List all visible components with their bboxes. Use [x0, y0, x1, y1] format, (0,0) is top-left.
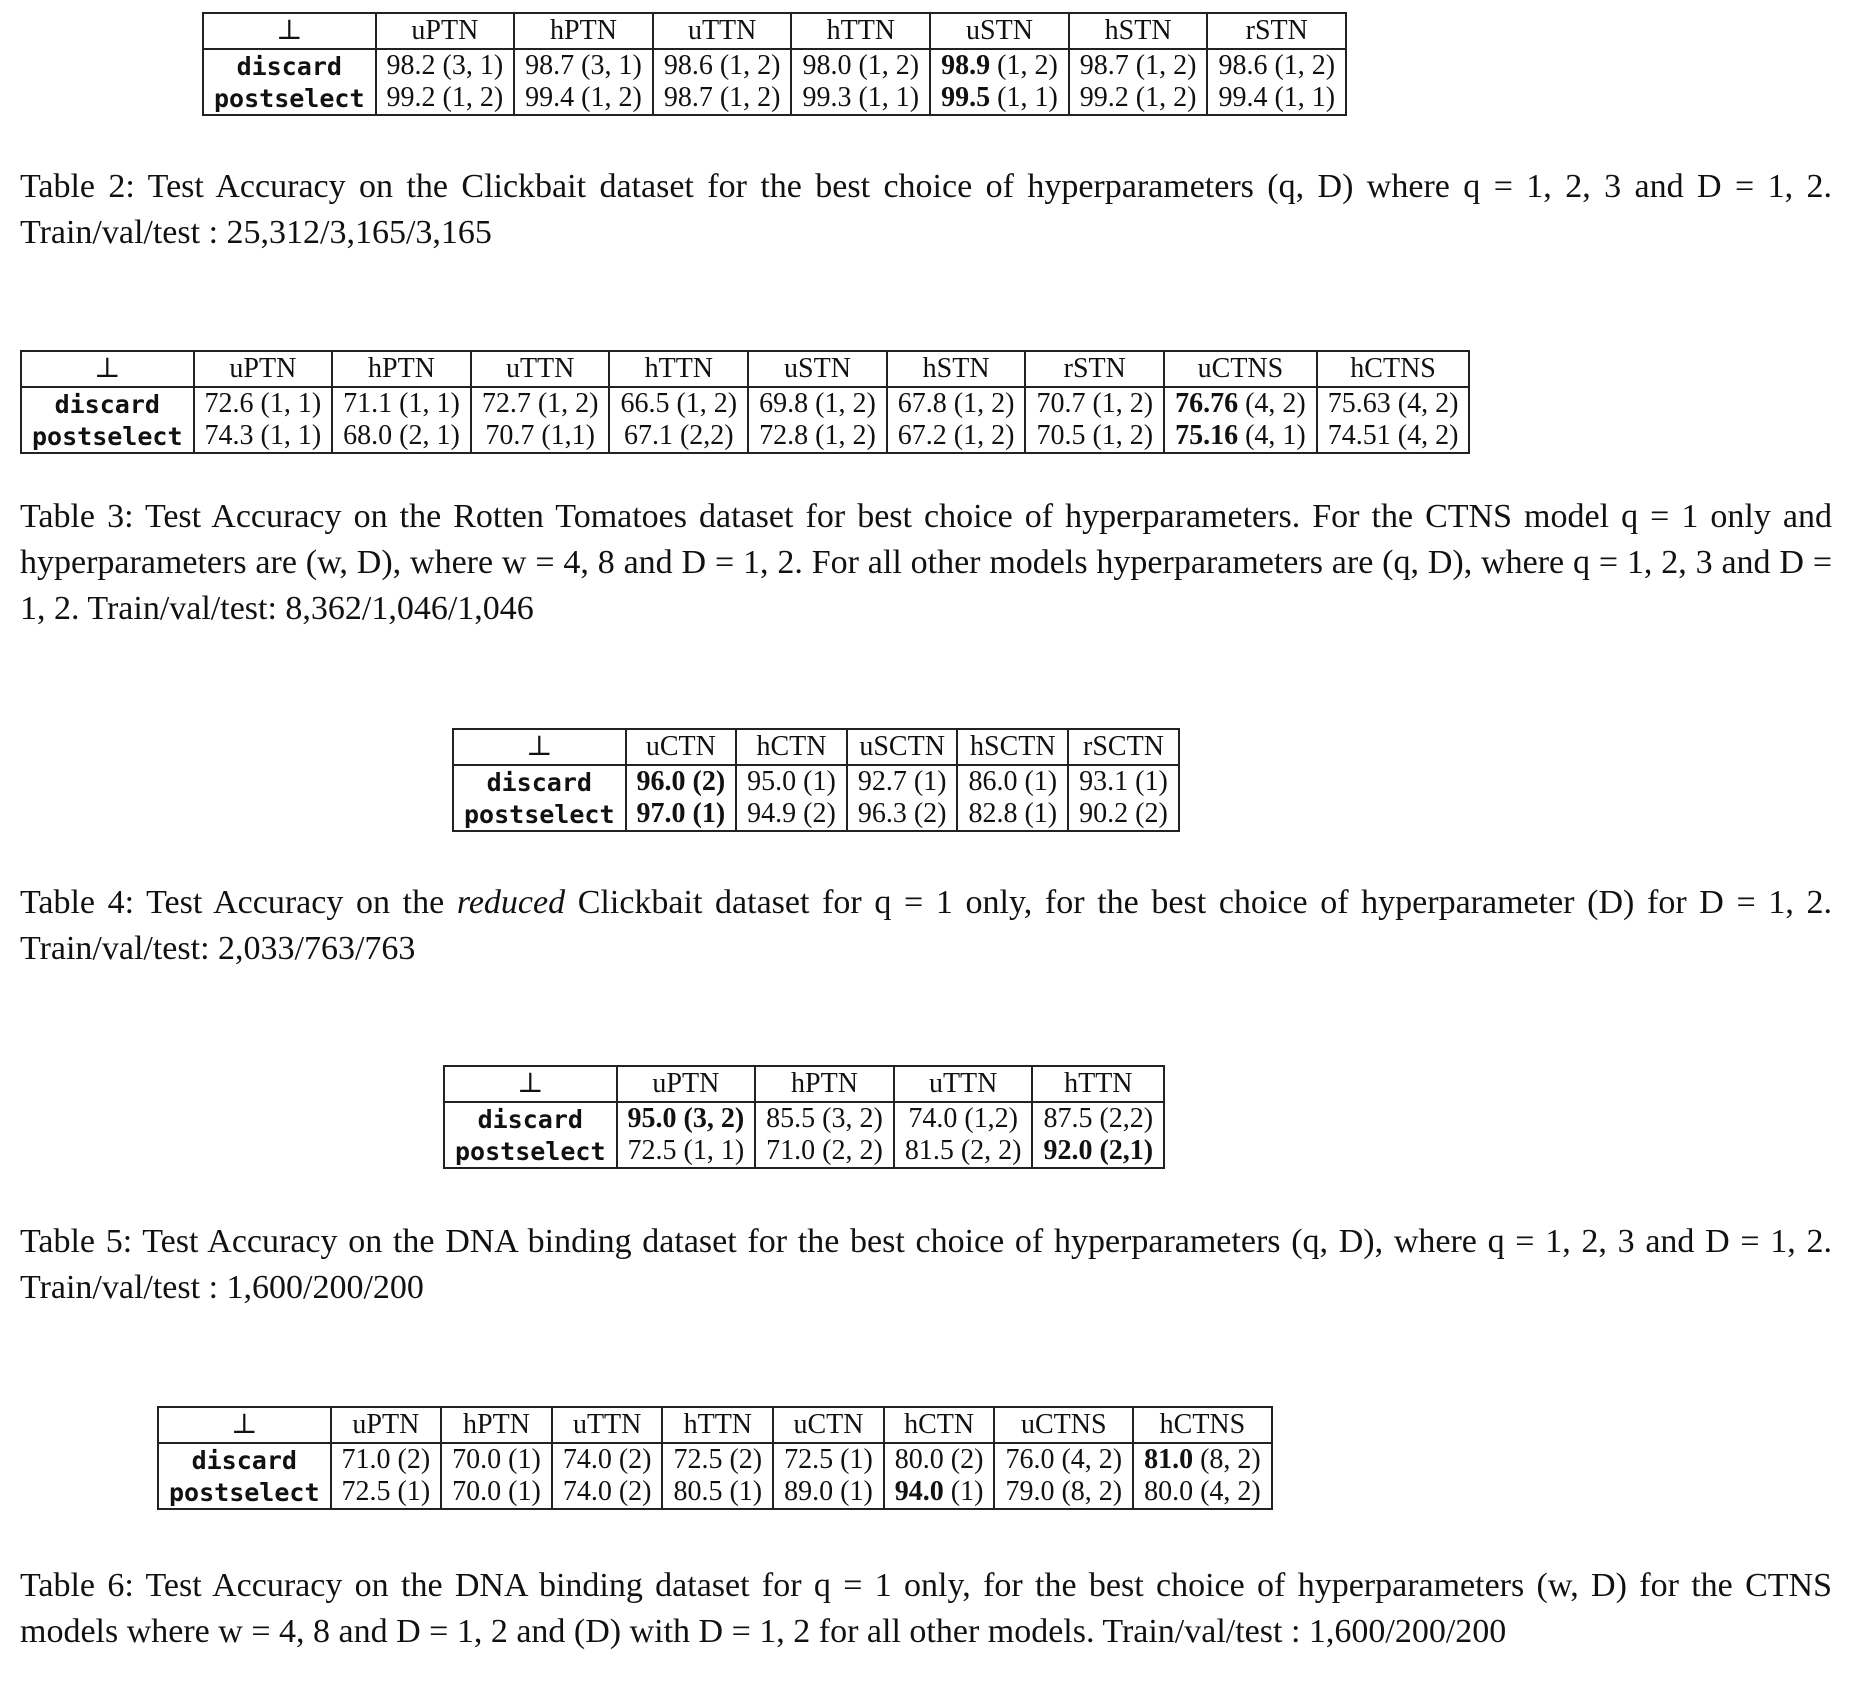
cell-value: 82.8: [968, 798, 1018, 829]
column-header: uTTN: [552, 1407, 663, 1443]
table-4-caption-pre: Table 4: Test Accuracy on the: [20, 884, 457, 921]
cell-value: 74.51: [1327, 420, 1391, 451]
table-cell: [930, 82, 1069, 115]
table-4-caption-post: Clickbait dataset for q = 1 only, for the best choice of hyperparameter (D) for D = 1, 2. Train/val/test: 2,033/763/763: [20, 884, 1832, 967]
cell-params: (1, 2): [669, 388, 738, 419]
table-cell: [609, 420, 748, 453]
cell-params: (1, 2): [712, 82, 781, 113]
column-header: hCTNS: [1317, 351, 1470, 387]
column-header: hCTNS: [1133, 1407, 1272, 1443]
row-label: discard: [203, 49, 376, 82]
table-cell: [894, 1135, 1033, 1168]
table-cell: [755, 1102, 894, 1135]
table-cell: [884, 1476, 995, 1509]
column-header: uPTN: [617, 1066, 756, 1102]
cell-value: 94.9: [747, 798, 797, 829]
cell-value: 89.0: [784, 1476, 834, 1507]
table-6: [157, 1406, 1273, 1510]
table-4-caption: [20, 880, 1832, 972]
table-cell: [471, 387, 610, 420]
cell-value: 67.8: [897, 388, 947, 419]
cell-params: (2): [611, 1444, 652, 1475]
table-4-caption-em: reduced: [456, 884, 566, 921]
column-header: uSTN: [930, 13, 1069, 49]
row-label: discard: [21, 387, 194, 420]
table-2-caption: Table 2: Test Accuracy on the Clickbait dataset for the best choice of hyperparameters (q, D) where q = 1, 2, 3 and D = 1, 2. Train/val/test : 25,312/3,165/3,165: [20, 168, 1832, 251]
column-header: hSTN: [1069, 13, 1208, 49]
cell-value: 72.8: [759, 420, 809, 451]
cell-params: (1, 2): [574, 82, 642, 113]
table-cell: [626, 798, 737, 831]
cell-params: (3, 1): [574, 50, 642, 81]
cell-params: (1, 1): [392, 388, 460, 419]
table-2-wrap: [202, 12, 1347, 116]
row-label: postselect: [21, 420, 194, 453]
column-header: hTTN: [791, 13, 930, 49]
table-cell: [1068, 798, 1179, 831]
table-cell: [1164, 420, 1317, 453]
cell-value: 81.5: [904, 1135, 954, 1166]
table-cell: [887, 387, 1026, 420]
cell-value: 80.5: [673, 1476, 723, 1507]
cell-params: (1, 2): [1085, 420, 1154, 451]
cell-value-best: 96.0 (2): [636, 766, 726, 797]
cell-value: 96.3: [857, 798, 907, 829]
cell-value: 72.5: [341, 1476, 391, 1507]
cell-value: 98.7: [663, 82, 713, 113]
table-header-row: [453, 729, 1179, 765]
table-cell: [1025, 387, 1164, 420]
cell-params: (1, 2): [946, 420, 1015, 451]
table-cell: [1133, 1476, 1272, 1509]
cell-params: (2): [611, 1476, 652, 1507]
cell-params: (1, 2): [851, 50, 920, 81]
cell-params: (3, 2): [815, 1103, 883, 1134]
cell-params: (2): [796, 798, 836, 829]
cell-params: (2): [906, 798, 947, 829]
cell-value: 98.0: [802, 50, 852, 81]
cell-value-best: 92.0 (2,1): [1043, 1135, 1154, 1166]
cell-params: (1, 2): [530, 388, 599, 419]
table-header-row: [203, 13, 1346, 49]
table-cell: [1069, 49, 1208, 82]
cell-params: (8, 2): [1193, 1444, 1261, 1475]
table-header-row: [21, 351, 1469, 387]
cell-value: 98.2: [386, 50, 436, 81]
table-cell: [194, 387, 333, 420]
table-cell: [662, 1443, 773, 1476]
cell-params: (1,1): [534, 420, 595, 451]
cell-params: (4, 2): [1390, 420, 1459, 451]
table-cell: [887, 420, 1026, 453]
cell-params: (1): [390, 1476, 431, 1507]
cell-value-best: 97.0 (1): [636, 798, 726, 829]
table-cell: [1164, 387, 1317, 420]
table-cell: [626, 765, 737, 798]
table-cell: [552, 1443, 663, 1476]
cell-value: 71.0: [766, 1135, 816, 1166]
cell-value: 70.7: [485, 420, 535, 451]
table-cell: [662, 1476, 773, 1509]
table-cell: [1069, 82, 1208, 115]
table-cell: [1133, 1443, 1272, 1476]
cell-params: (1, 1): [253, 388, 322, 419]
cell-params: (1): [1017, 766, 1058, 797]
table-row-discard: [453, 765, 1179, 798]
row-label: postselect: [444, 1135, 617, 1168]
cell-params: (2): [390, 1444, 431, 1475]
cell-value: 72.5: [627, 1135, 677, 1166]
table-5-caption: Table 5: Test Accuracy on the DNA binding dataset for the best choice of hyperparameters (q, D), where q = 1, 2, 3 and D = 1, 2. Train/val/test : 1,600/200/200: [20, 1223, 1832, 1306]
cell-value: 80.0: [894, 1444, 944, 1475]
bottom-symbol-header: ⊥: [203, 13, 376, 49]
column-header: hTTN: [662, 1407, 773, 1443]
cell-value: 70.5: [1036, 420, 1086, 451]
table-cell: [930, 49, 1069, 82]
cell-params: (1, 2): [435, 82, 504, 113]
cell-params: (4, 2): [1238, 388, 1306, 419]
cell-params: (1): [833, 1444, 873, 1475]
cell-value: 98.7: [1079, 50, 1129, 81]
cell-params: (1, 2): [990, 50, 1058, 81]
cell-value: 90.2: [1079, 798, 1129, 829]
column-header: rSTN: [1025, 351, 1164, 387]
cell-params: (2, 2): [953, 1135, 1022, 1166]
table-cell: [331, 1443, 442, 1476]
column-header: uTTN: [471, 351, 610, 387]
column-header: hPTN: [332, 351, 471, 387]
cell-params: (8, 2): [1054, 1476, 1123, 1507]
row-label: postselect: [203, 82, 376, 115]
column-header: uSCTN: [847, 729, 958, 765]
cell-params: (1, 2): [1267, 50, 1336, 81]
table-cell: [748, 420, 887, 453]
table-cell: [1032, 1135, 1164, 1168]
table-3-wrap: [20, 350, 1470, 454]
cell-params: (2, 1): [392, 420, 460, 451]
table-cell: [441, 1443, 552, 1476]
table-cell: [653, 82, 792, 115]
table-cell: [617, 1102, 756, 1135]
cell-params: (2): [722, 1444, 763, 1475]
cell-params: (2,2): [672, 420, 734, 451]
cell-params: (1): [501, 1476, 541, 1507]
cell-value: 86.0: [968, 766, 1018, 797]
table-5-wrap: [443, 1065, 1165, 1169]
table-cell: [1025, 420, 1164, 453]
cell-value: 98.7: [525, 50, 575, 81]
table-cell: [1317, 387, 1470, 420]
cell-params: (1, 2): [1085, 388, 1154, 419]
table-3-caption: Table 3: Test Accuracy on the Rotten Tomatoes dataset for best choice of hyperparameters. For the CTNS model q = 1 only and hyperparameters are (w, D), where w = 4, 8 and D = 1, 2. For all other models hyperparameters are (q, D), where q = 1, 2, 3 and D = 1, 2. Train/val/test: 8,362/1,046/1,046: [20, 498, 1832, 627]
table-4: [452, 728, 1180, 832]
table-cell: [609, 387, 748, 420]
cell-value: 70.0: [452, 1444, 502, 1475]
cell-params: (1): [1017, 798, 1058, 829]
table-cell: [617, 1135, 756, 1168]
table-cell: [514, 49, 653, 82]
table-row-postselect: [158, 1476, 1272, 1509]
table-header-row: [158, 1407, 1272, 1443]
table-row-postselect: [444, 1135, 1164, 1168]
table-cell: [1032, 1102, 1164, 1135]
cell-params: (1, 2): [1128, 82, 1197, 113]
column-header: uTTN: [653, 13, 792, 49]
table-cell: [994, 1476, 1133, 1509]
cell-params: (4, 2): [1054, 1444, 1123, 1475]
cell-value: 99.2: [386, 82, 436, 113]
cell-value: 95.0: [747, 766, 797, 797]
cell-value: 93.1: [1079, 766, 1129, 797]
column-header: hSCTN: [957, 729, 1068, 765]
cell-value: 71.1: [343, 388, 393, 419]
cell-value: 74.0: [908, 1103, 958, 1134]
cell-value: 72.5: [784, 1444, 834, 1475]
table-cell: [1207, 49, 1346, 82]
row-label: discard: [453, 765, 626, 798]
cell-params: (1): [906, 766, 947, 797]
table-row-discard: [158, 1443, 1272, 1476]
column-header: uCTNS: [994, 1407, 1133, 1443]
table-cell: [748, 387, 887, 420]
cell-value: 69.8: [759, 388, 809, 419]
cell-params: (4, 2): [1193, 1476, 1261, 1507]
table-cell: [847, 798, 958, 831]
cell-params: (1, 1): [990, 82, 1058, 113]
table-cell: [376, 82, 515, 115]
table-cell: [194, 420, 333, 453]
cell-value: 70.7: [1036, 388, 1086, 419]
cell-value: 75.63: [1327, 388, 1391, 419]
column-header: rSCTN: [1068, 729, 1179, 765]
cell-params: (1): [722, 1476, 763, 1507]
column-header: uTTN: [894, 1066, 1033, 1102]
table-cell: [331, 1476, 442, 1509]
table-row-postselect: [453, 798, 1179, 831]
table-2: [202, 12, 1347, 116]
table-cell: [736, 798, 847, 831]
cell-value: 68.0: [343, 420, 393, 451]
cell-value: 74.0: [562, 1476, 612, 1507]
table-cell: [1317, 420, 1470, 453]
table-cell: [994, 1443, 1133, 1476]
cell-params: (1): [943, 1476, 984, 1507]
cell-value: 72.6: [204, 388, 254, 419]
cell-value: 67.1: [623, 420, 673, 451]
cell-value: 99.4: [525, 82, 575, 113]
table-cell: [376, 49, 515, 82]
row-label: discard: [444, 1102, 617, 1135]
cell-value: 72.5: [673, 1444, 723, 1475]
cell-value: 98.6: [1218, 50, 1268, 81]
table-cell: [1068, 765, 1179, 798]
cell-value: 76.0: [1005, 1444, 1055, 1475]
table-cell: [514, 82, 653, 115]
cell-value-best: 75.16: [1175, 420, 1239, 451]
bottom-symbol-header: ⊥: [158, 1407, 331, 1443]
cell-value: 85.5: [766, 1103, 816, 1134]
table-cell: [653, 49, 792, 82]
table-cell: [957, 765, 1068, 798]
table-cell: [1207, 82, 1346, 115]
cell-params: (3, 1): [435, 50, 504, 81]
column-header: uPTN: [194, 351, 333, 387]
table-row-postselect: [21, 420, 1469, 453]
cell-value: 66.5: [620, 388, 670, 419]
cell-value: 74.0: [562, 1444, 612, 1475]
cell-value-best: 98.9: [941, 50, 991, 81]
table-cell: [441, 1476, 552, 1509]
table-cell: [791, 49, 930, 82]
table-cell: [894, 1102, 1033, 1135]
cell-value: 70.0: [452, 1476, 502, 1507]
row-label: discard: [158, 1443, 331, 1476]
cell-value: 98.6: [663, 50, 713, 81]
column-header: uCTN: [626, 729, 737, 765]
cell-value-best: 99.5: [941, 82, 991, 113]
table-header-row: [444, 1066, 1164, 1102]
cell-params: (1): [501, 1444, 541, 1475]
column-header: uCTNS: [1164, 351, 1317, 387]
bottom-symbol-header: ⊥: [21, 351, 194, 387]
cell-params: (2): [1128, 798, 1168, 829]
cell-params: (4, 2): [1390, 388, 1459, 419]
cell-value-best: 81.0: [1144, 1444, 1194, 1475]
cell-params: (1, 2): [1128, 50, 1197, 81]
column-header: hPTN: [514, 13, 653, 49]
cell-params: (1, 2): [946, 388, 1015, 419]
row-label: postselect: [158, 1476, 331, 1509]
table-cell: [884, 1443, 995, 1476]
column-header: hPTN: [441, 1407, 552, 1443]
cell-value-best: 94.0: [894, 1476, 944, 1507]
bottom-symbol-header: ⊥: [444, 1066, 617, 1102]
cell-value: 99.2: [1079, 82, 1129, 113]
table-cell: [471, 420, 610, 453]
table-cell: [755, 1135, 894, 1168]
cell-value: 72.7: [481, 388, 531, 419]
table-cell: [847, 765, 958, 798]
table-cell: [773, 1443, 884, 1476]
column-header: uPTN: [376, 13, 515, 49]
table-cell: [957, 798, 1068, 831]
cell-params: (1,2): [957, 1103, 1018, 1134]
cell-params: (1): [833, 1476, 873, 1507]
cell-params: (2,2): [1092, 1103, 1154, 1134]
column-header: hSTN: [887, 351, 1026, 387]
column-header: hCTN: [736, 729, 847, 765]
table-4-wrap: [452, 728, 1180, 832]
table-cell: [332, 420, 471, 453]
column-header: hTTN: [609, 351, 748, 387]
column-header: hCTN: [884, 1407, 995, 1443]
cell-value-best: 95.0 (3, 2): [627, 1103, 745, 1134]
cell-params: (1, 2): [712, 50, 781, 81]
column-header: rSTN: [1207, 13, 1346, 49]
cell-params: (1, 2): [808, 388, 876, 419]
cell-value: 80.0: [1144, 1476, 1194, 1507]
table-cell: [773, 1476, 884, 1509]
table-cell: [332, 387, 471, 420]
cell-value: 92.7: [857, 766, 907, 797]
table-3: [20, 350, 1470, 454]
table-6-wrap: [157, 1406, 1273, 1510]
cell-params: (1): [1128, 766, 1168, 797]
cell-value: 79.0: [1005, 1476, 1055, 1507]
cell-value-best: 76.76: [1175, 388, 1239, 419]
cell-params: (1, 1): [851, 82, 920, 113]
cell-params: (1): [796, 766, 836, 797]
cell-params: (2): [943, 1444, 984, 1475]
column-header: uSTN: [748, 351, 887, 387]
table-6-caption: Table 6: Test Accuracy on the DNA binding dataset for q = 1 only, for the best choice of hyperparameters (w, D) for the CTNS models where w = 4, 8 and D = 1, 2 and (D) with D = 1, 2 for all other models. Train/val/test : 1,600/200/200: [20, 1567, 1832, 1650]
cell-params: (1, 1): [253, 420, 322, 451]
table-row-discard: [21, 387, 1469, 420]
cell-params: (1, 1): [1267, 82, 1336, 113]
cell-params: (1, 1): [676, 1135, 745, 1166]
column-header: hPTN: [755, 1066, 894, 1102]
table-row-discard: [444, 1102, 1164, 1135]
table-cell: [736, 765, 847, 798]
cell-value: 67.2: [897, 420, 947, 451]
cell-params: (4, 1): [1238, 420, 1306, 451]
table-cell: [552, 1476, 663, 1509]
cell-value: 99.3: [802, 82, 852, 113]
table-cell: [791, 82, 930, 115]
cell-value: 99.4: [1218, 82, 1268, 113]
column-header: uCTN: [773, 1407, 884, 1443]
table-row-discard: [203, 49, 1346, 82]
cell-value: 74.3: [204, 420, 254, 451]
row-label: postselect: [453, 798, 626, 831]
table-5: [443, 1065, 1165, 1169]
bottom-symbol-header: ⊥: [453, 729, 626, 765]
cell-value: 87.5: [1043, 1103, 1093, 1134]
cell-params: (1, 2): [808, 420, 876, 451]
column-header: uPTN: [331, 1407, 442, 1443]
cell-params: (2, 2): [815, 1135, 883, 1166]
table-row-postselect: [203, 82, 1346, 115]
cell-value: 71.0: [341, 1444, 391, 1475]
column-header: hTTN: [1032, 1066, 1164, 1102]
